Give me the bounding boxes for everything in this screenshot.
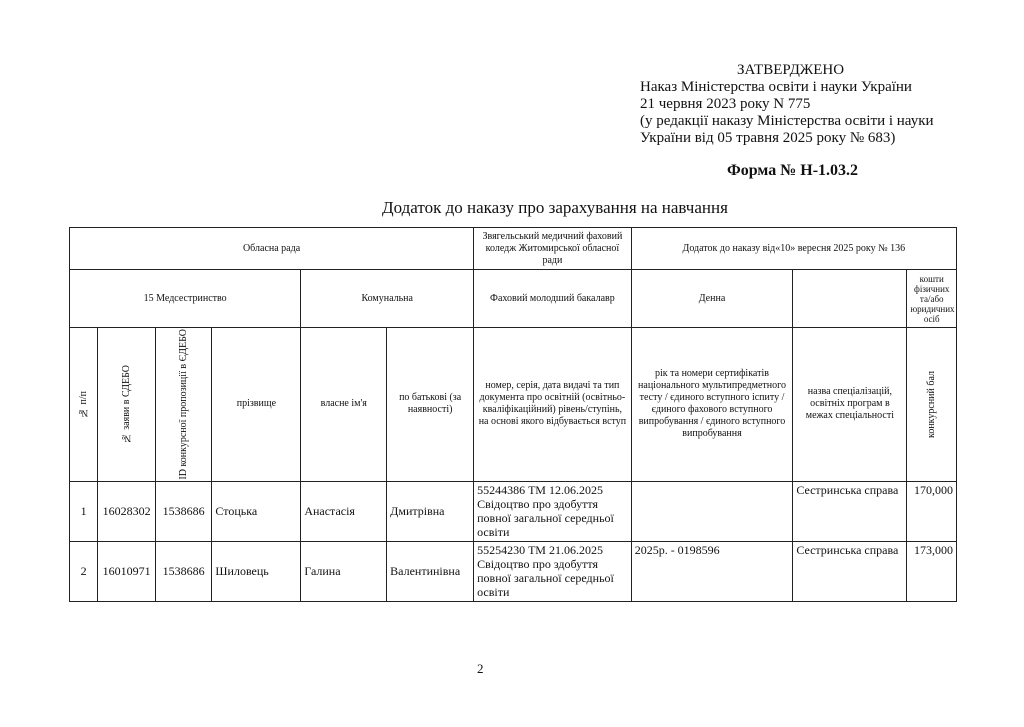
approval-line: 21 червня 2023 року N 775	[640, 96, 811, 112]
col-application-header: № заяви в СДЕБО	[120, 365, 132, 444]
degree-cell: Фаховий молодший бакалавр	[474, 270, 632, 328]
row-prior-document: 55254230 ТМ 21.06.2025 Свідоцтво про здобуття повної загальної середньої освіти	[474, 541, 632, 601]
row-score: 170,000	[907, 481, 957, 541]
funding-cell: кошти фізичних та/або юридичних осіб	[907, 270, 957, 328]
header-row-2	[70, 270, 957, 328]
column-header-row	[70, 328, 957, 482]
col-patronymic-header: по батькові (за наявності)	[387, 328, 474, 482]
table-row	[70, 481, 957, 541]
row-offer-id: 1538686	[155, 481, 212, 541]
row-certificates	[631, 481, 793, 541]
col-index-header: № п/п	[77, 390, 89, 418]
col-prior-document-header: номер, серія, дата видачі та тип документа про освітній (освітньо-кваліфікаційний) рівень/ступінь, на основі якого відбувається вступ	[474, 328, 632, 482]
page-number: 2	[477, 661, 484, 676]
specialty-cell: 15 Медсестринство	[70, 270, 301, 328]
row-first-name: Галина	[301, 541, 387, 601]
approval-line: Наказ Міністерства освіти і науки України	[640, 79, 912, 95]
row-application-no: 16028302	[98, 481, 156, 541]
row-application-no: 16010971	[98, 541, 156, 601]
col-surname-header: прізвище	[212, 328, 301, 482]
row-score: 173,000	[907, 541, 957, 601]
enrollment-table	[69, 227, 957, 602]
header-row-1	[70, 228, 957, 270]
council-cell: Обласна рада	[70, 228, 474, 270]
institution-cell: Звягельський медичний фаховий коледж Житомирської обласної ради	[474, 228, 632, 270]
col-score-header: конкурсний бал	[925, 370, 937, 438]
order-ref-cell: Додаток до наказу від«10» вересня 2025 року № 136	[631, 228, 956, 270]
row-prior-document: 55244386 ТМ 12.06.2025 Свідоцтво про здобуття повної загальної середньої освіти	[474, 481, 632, 541]
approval-line: (у редакції наказу Міністерства освіти і науки	[640, 113, 934, 129]
table-row	[70, 541, 957, 601]
col-specialization-header: назва спеціалізацій, освітніх програм в межах спеціальності	[793, 328, 907, 482]
row-surname: Шиловець	[212, 541, 301, 601]
approval-stamp	[640, 62, 980, 147]
row-index: 1	[70, 481, 98, 541]
document-title: Додаток до наказу про зарахування на навчання	[382, 198, 728, 217]
row-specialization: Сестринська справа	[793, 541, 907, 601]
approval-heading: ЗАТВЕРДЖЕНО	[737, 62, 845, 78]
row-patronymic: Валентинівна	[387, 541, 474, 601]
form-number: Форма № Н-1.03.2	[727, 162, 859, 179]
ownership-cell: Комунальна	[301, 270, 474, 328]
row-specialization: Сестринська справа	[793, 481, 907, 541]
study-form-cell: Денна	[631, 270, 793, 328]
row-offer-id: 1538686	[155, 541, 212, 601]
approval-line: України від 05 травня 2025 року № 683)	[640, 130, 896, 146]
row-patronymic: Дмитрівна	[387, 481, 474, 541]
row-surname: Стоцька	[212, 481, 301, 541]
col-first-name-header: власне ім'я	[301, 328, 387, 482]
col-certificates-header: рік та номери сертифікатів національного мультипредметного тесту / єдиного вступного іспиту / єдиного фахового вступного випробування / єдиного вступного випробування	[631, 328, 793, 482]
col-offer-id-header: ID конкурсної пропозиції в ЄДЕБО	[177, 329, 189, 480]
row-certificates: 2025р. - 0198596	[631, 541, 793, 601]
empty-cell	[793, 270, 907, 328]
row-first-name: Анастасія	[301, 481, 387, 541]
row-index: 2	[70, 541, 98, 601]
